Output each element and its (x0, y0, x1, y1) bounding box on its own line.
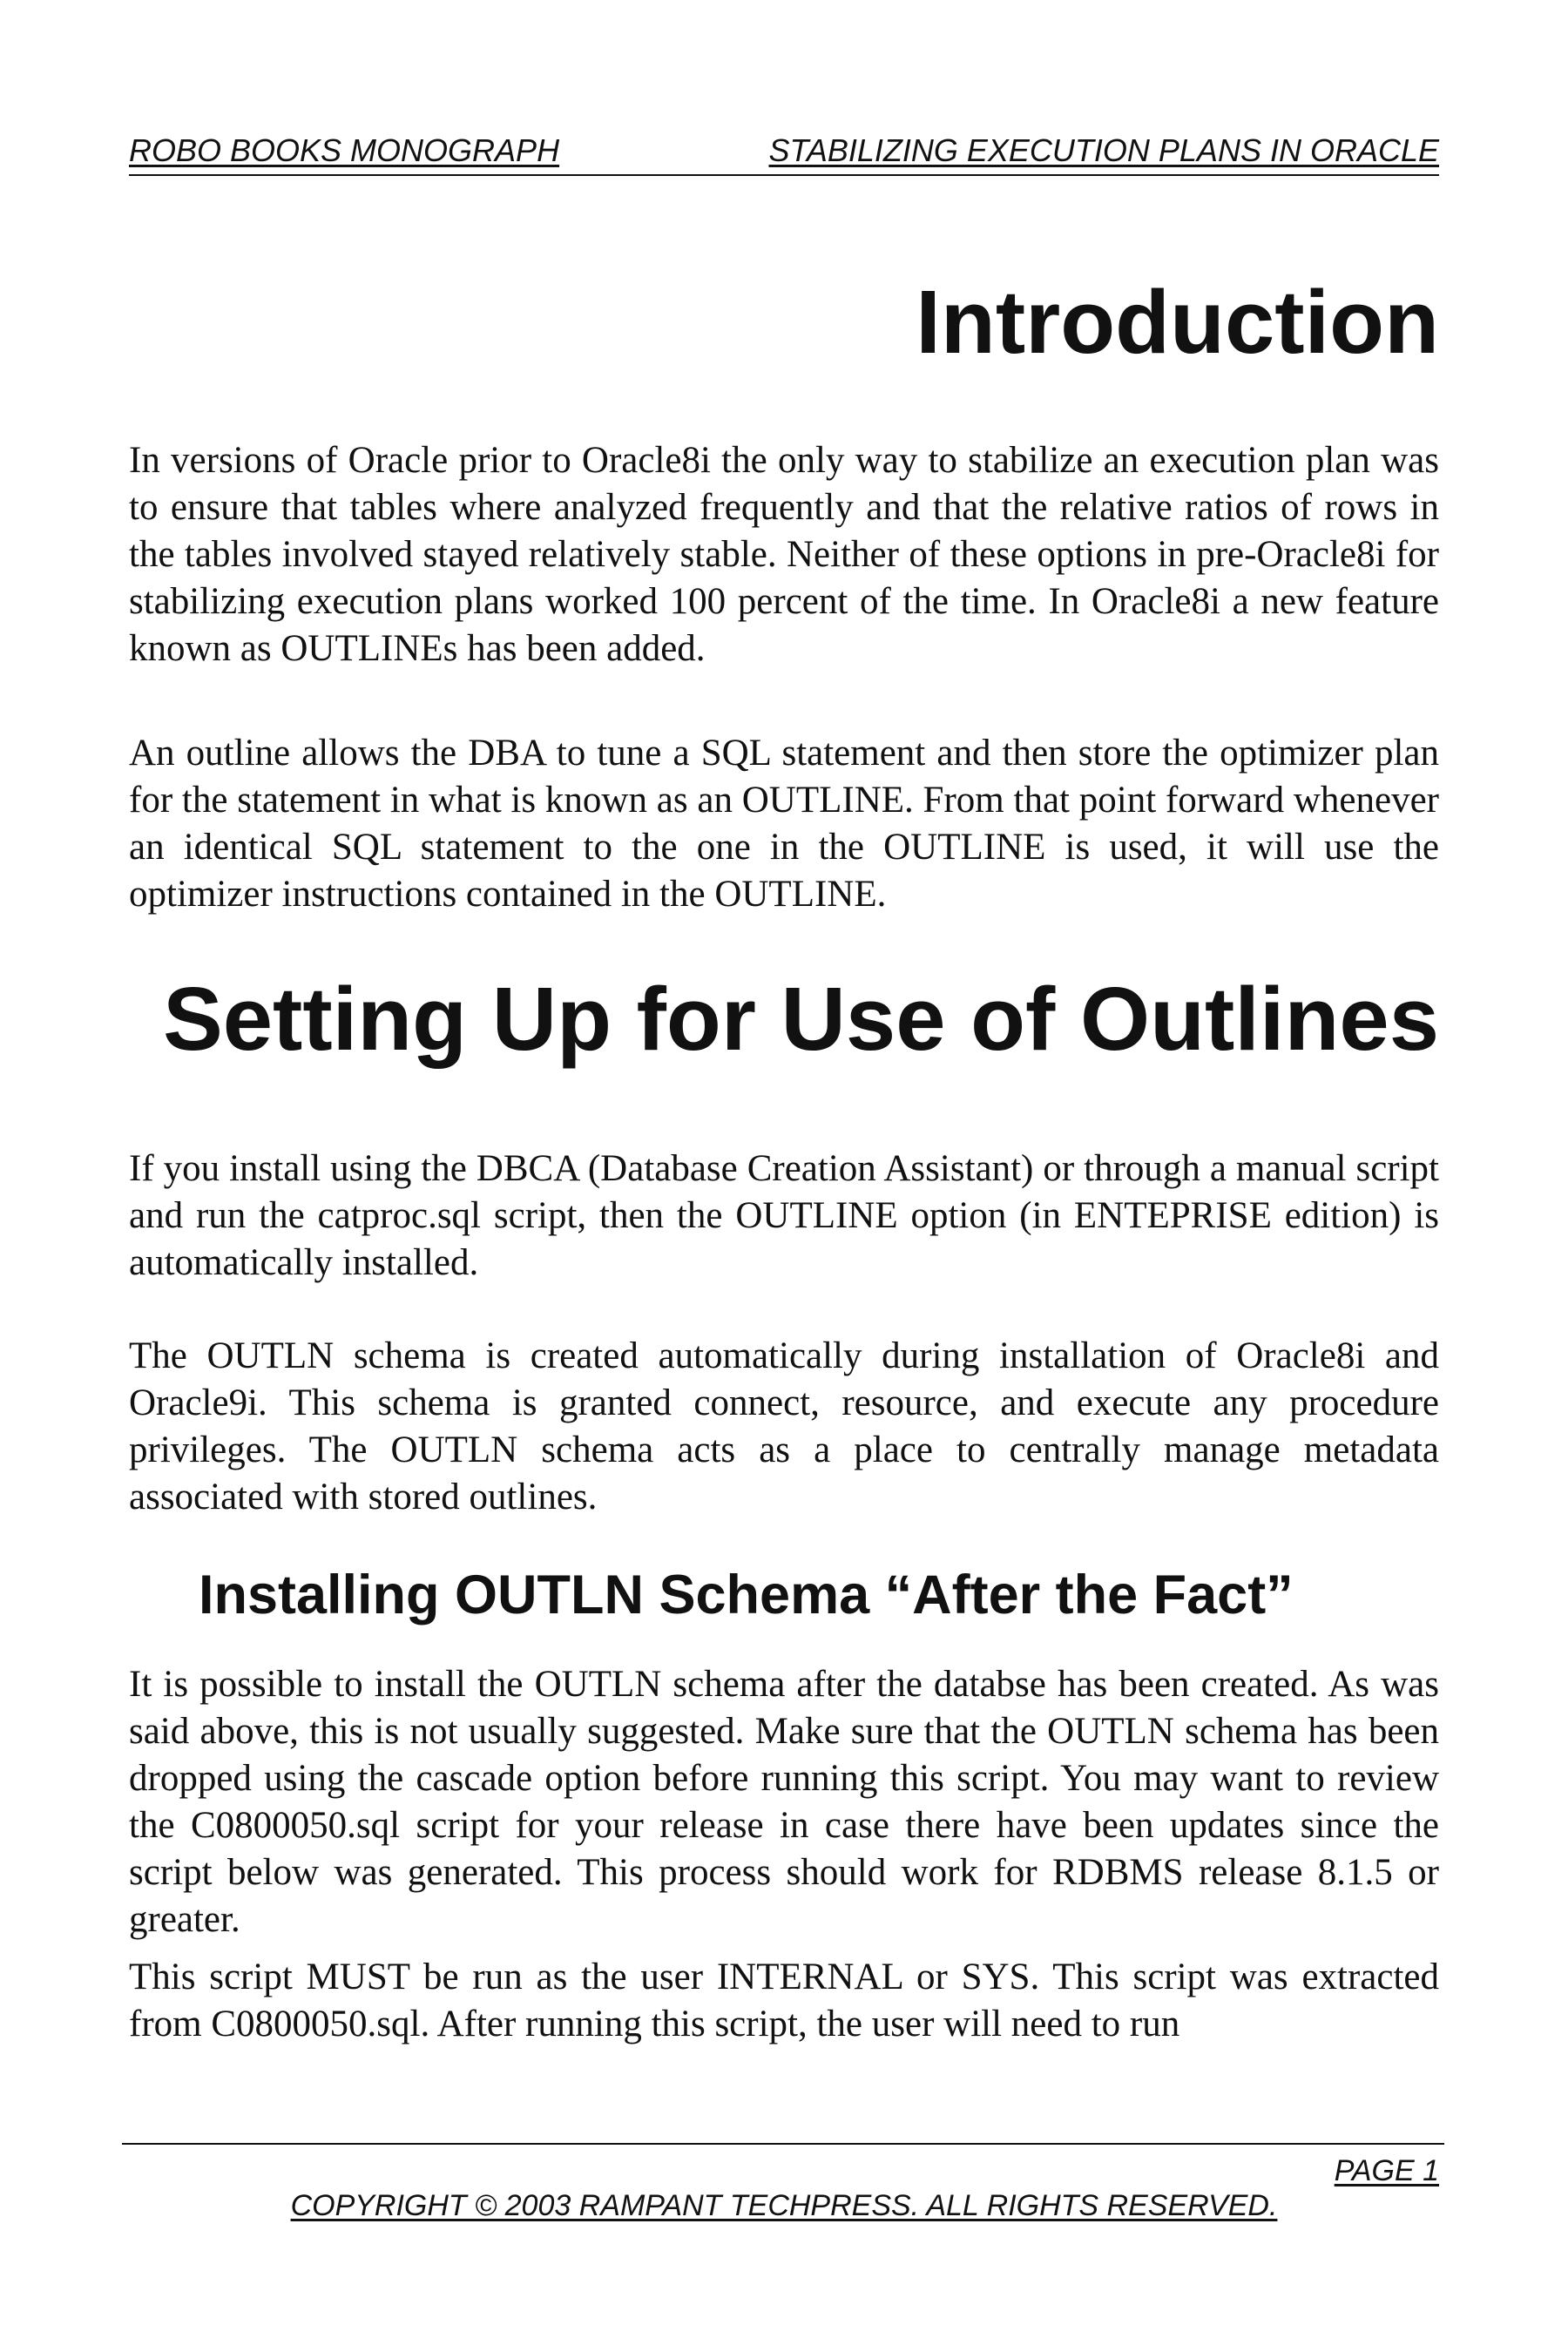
heading-setting-up: Setting Up for Use of Outlines (163, 969, 1439, 1069)
setup-paragraph-2: The OUTLN schema is created automatically during installation of Oracle8i and Oracle9i. This schema is granted connect, resource, and execute any procedure privileges. The OUTLN schema acts as a place to centrally manage metadata associated with stored outlines. (129, 1335, 1439, 1517)
installing-paragraph-2: This script MUST be run as the user INTERNAL or SYS. This script was extracted from C0800050.sql. After running this script, the user will need to run (129, 1957, 1439, 2044)
intro-paragraph-1: In versions of Oracle prior to Oracle8i the only way to stabilize an execution plan was to ensure that tables where analyzed frequently and that the relative ratios of rows in the tables involved stayed relatively stable. Neither of these options in pre-Oracle8i for stabilizing execution plans worked 100 percent of the time. In Oracle8i a new feature known as OUTLINEs has been added. (129, 440, 1439, 669)
installing-paragraph-1: It is possible to install the OUTLN schema after the databse has been created. As was said above, this is not usually suggested. Make sure that the OUTLN schema has been dropped using the cascade option before running this script. You may want to review the C0800050.sql script for your release in case there have been updates since the script below was generated. This process should work for RDBMS release 8.1.5 or greater. (129, 1664, 1439, 1940)
intro-paragraph-2: An outline allows the DBA to tune a SQL statement and then store the optimizer plan for the statement in what is known as an OUTLINE. From that point forward whenever an identical SQL statement to the one in the OUTLINE is used, it will use the optimizer instructions contained in the OUTLINE. (129, 733, 1439, 915)
page-number: PAGE 1 (1334, 2154, 1439, 2187)
footer-divider (122, 2143, 1444, 2145)
header-right-title: STABILIZING EXECUTION PLANS IN ORACLE (768, 132, 1439, 168)
header-left-title: ROBO BOOKS MONOGRAPH (129, 132, 560, 168)
running-header (129, 132, 1439, 176)
copyright-notice: COPYRIGHT © 2003 RAMPANT TECHPRESS. ALL RIGHTS RESERVED. (290, 2189, 1278, 2222)
heading-installing-outln: Installing OUTLN Schema “After the Fact” (199, 1565, 1294, 1625)
heading-introduction: Introduction (916, 272, 1439, 372)
setup-paragraph-1: If you install using the DBCA (Database Creation Assistant) or through a manual script and run the catproc.sql script, then the OUTLINE option (in ENTEPRISE edition) is automatically installed. (129, 1148, 1439, 1283)
